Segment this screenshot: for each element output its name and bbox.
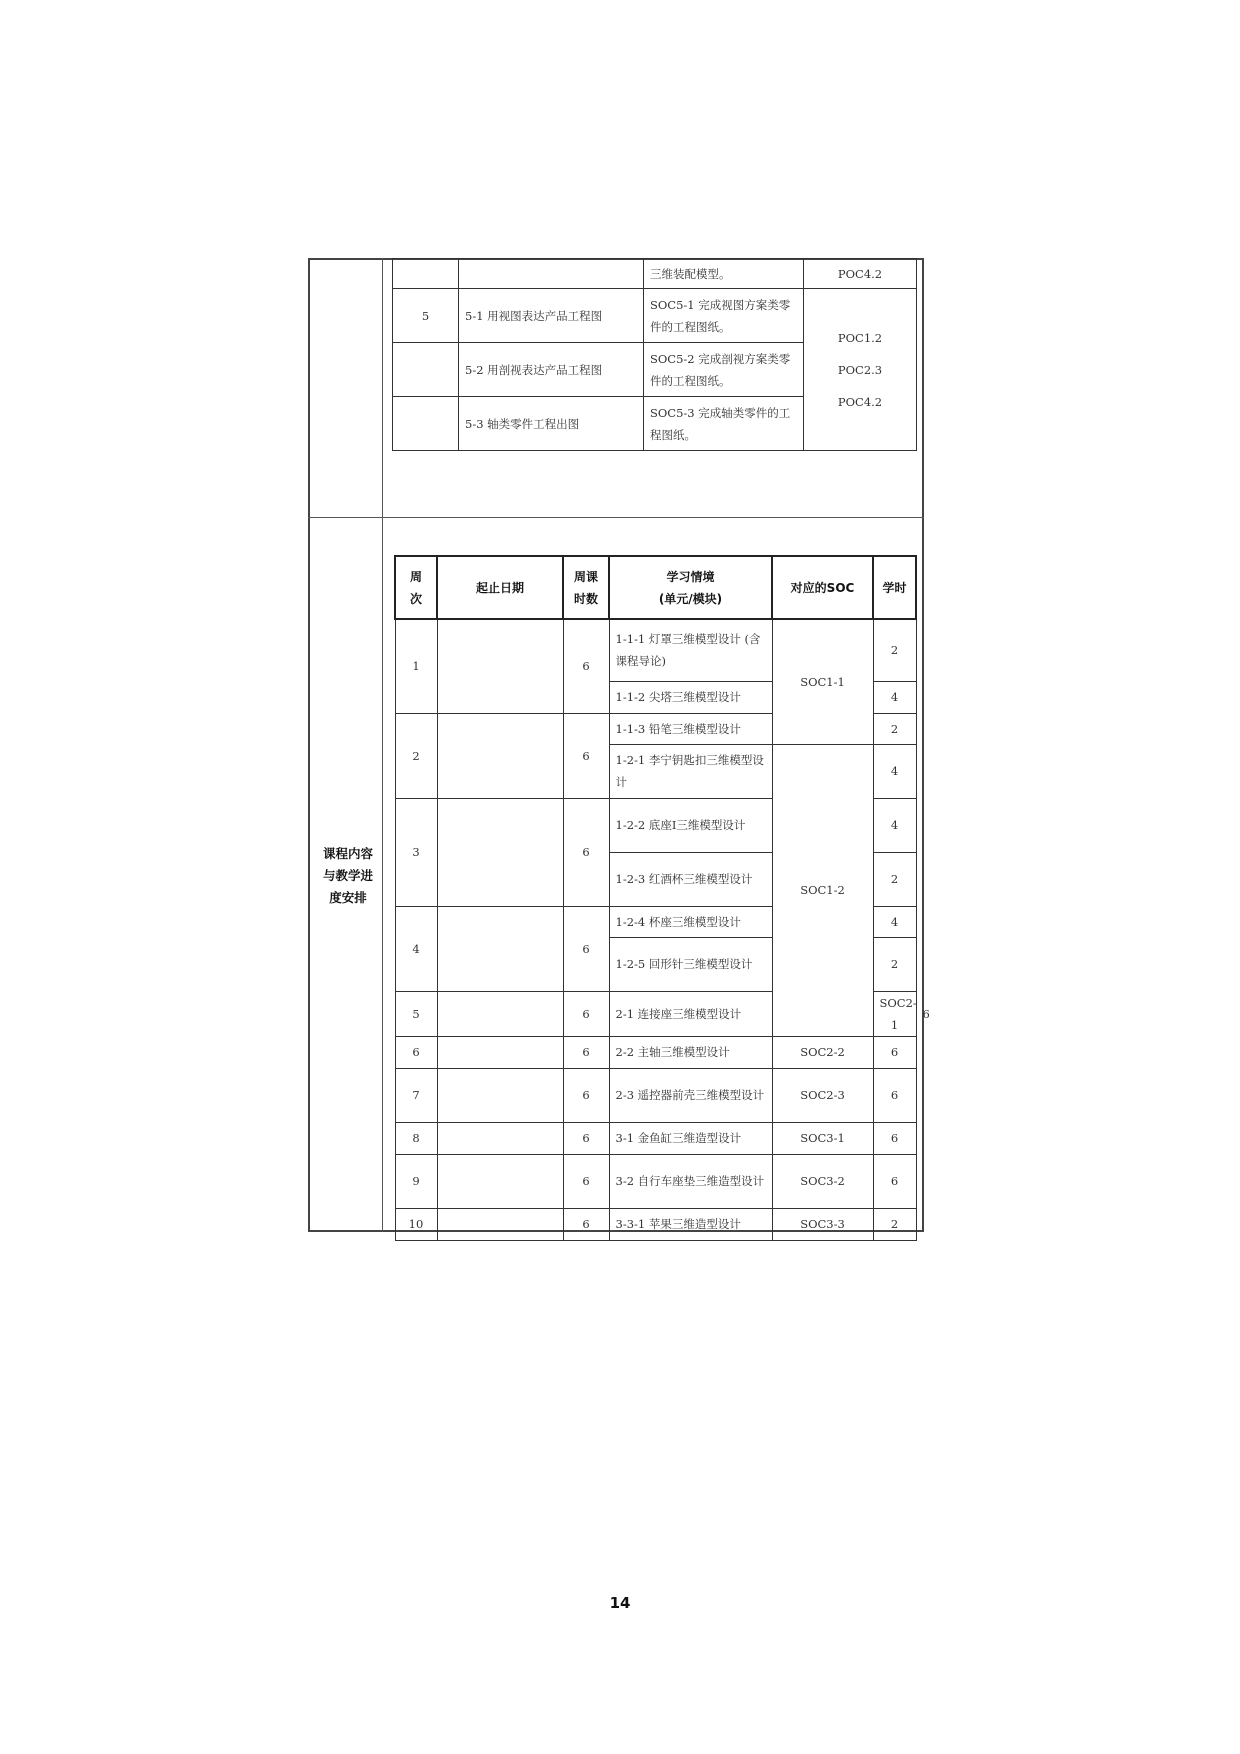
hours-cell: 4: [873, 798, 916, 852]
soc-cell: SOC2-2: [772, 1036, 873, 1068]
weekly-hours-cell: 6: [563, 1208, 609, 1240]
page-number: 14: [609, 1594, 631, 1612]
context-cell: 3-3-1 苹果三维造型设计: [609, 1208, 772, 1240]
context-cell: 1-2-3 红酒杯三维模型设计: [609, 852, 772, 906]
poc-merged-cell: [804, 289, 917, 451]
unit-cell: [459, 259, 644, 289]
soc-merged-cell: SOC1-1: [772, 619, 873, 744]
table-row: [395, 1154, 916, 1208]
poc-item: POC1.2: [837, 330, 883, 345]
week-cell: 9: [395, 1154, 437, 1208]
week-cell: 8: [395, 1122, 437, 1154]
table-row: [395, 1068, 916, 1122]
soc-cell: SOC5-1 完成视图方案类零件的工程图纸。: [644, 289, 804, 343]
weekly-hours-cell: 6: [563, 1122, 609, 1154]
dates-cell: [437, 1208, 563, 1240]
dates-cell: [437, 619, 563, 713]
dates-cell: [437, 906, 563, 991]
dates-cell: [437, 1068, 563, 1122]
weekly-hours-cell: 6: [563, 619, 609, 713]
weekly-hours-cell: 6: [563, 713, 609, 798]
outer-column-divider: [382, 258, 383, 1232]
hours-cell: 2: [873, 619, 916, 681]
weekly-hours-cell: 6: [563, 1068, 609, 1122]
table-row: [395, 1208, 916, 1240]
context-cell: 2-1 连接座三维模型设计: [609, 991, 772, 1036]
week-cell: 5: [395, 991, 437, 1036]
week-cell: 1: [395, 619, 437, 713]
dates-cell: [437, 713, 563, 798]
unit-cell: 5-1 用视图表达产品工程图: [459, 289, 644, 343]
table-row: [395, 1122, 916, 1154]
context-cell: 1-2-5 回形针三维模型设计: [609, 937, 772, 991]
unit-cell: 5-2 用剖视表达产品工程图: [459, 343, 644, 397]
weekly-hours-cell: 6: [563, 906, 609, 991]
context-cell: 1-1-3 铅笔三维模型设计: [609, 713, 772, 744]
context-cell: 1-1-2 尖塔三维模型设计: [609, 681, 772, 713]
header-dates: 起止日期: [437, 556, 563, 619]
soc-cell: SOC2-3: [772, 1068, 873, 1122]
dates-cell: [437, 1036, 563, 1068]
week-cell: [393, 397, 459, 451]
unit-cell: 5-3 轴类零件工程出图: [459, 397, 644, 451]
soc-cell: 三维装配模型。: [644, 259, 804, 289]
header-learning-context: 学习情境 (单元/模块): [609, 556, 772, 619]
hours-cell: 4: [873, 744, 916, 798]
soc-cell: SOC5-2 完成剖视方案类零件的工程图纸。: [644, 343, 804, 397]
soc-cell: SOC2-1: [873, 991, 916, 1036]
soc-cell: SOC3-3: [772, 1208, 873, 1240]
week-cell: [393, 343, 459, 397]
hours-cell: 6: [873, 1036, 916, 1068]
poc-item: POC4.2: [837, 394, 883, 409]
hours-cell: 2: [873, 937, 916, 991]
schedule-table: [394, 555, 930, 1241]
hours-cell: 6: [873, 1068, 916, 1122]
context-cell: 1-2-2 底座I三维模型设计: [609, 798, 772, 852]
header-weekly-hours: 周课 时数: [563, 556, 609, 619]
weekly-hours-cell: 6: [563, 798, 609, 906]
weekly-hours-cell: 6: [563, 1036, 609, 1068]
dates-cell: [437, 1122, 563, 1154]
hours-cell: 4: [873, 906, 916, 937]
soc-cell: SOC3-2: [772, 1154, 873, 1208]
outer-row-divider: [308, 517, 924, 518]
context-cell: 2-2 主轴三维模型设计: [609, 1036, 772, 1068]
table-row: [393, 289, 917, 343]
week-cell: 10: [395, 1208, 437, 1240]
week-cell: 2: [395, 713, 437, 798]
context-cell: 1-2-4 杯座三维模型设计: [609, 906, 772, 937]
weekly-hours-cell: 6: [563, 1154, 609, 1208]
week-cell: 4: [395, 906, 437, 991]
table-row: 5 6 2-1 连接座三维模型设计 SOC2-1 6: [395, 991, 916, 1036]
context-cell: 1-2-1 李宁钥匙扣三维模型设计: [609, 744, 772, 798]
hours-cell: 2: [873, 1208, 916, 1240]
soc-merged-cell: SOC1-2: [772, 744, 873, 1036]
poc-item: POC2.3: [837, 362, 883, 377]
context-cell: 3-2 自行车座垫三维造型设计: [609, 1154, 772, 1208]
header-hours: 学时: [873, 556, 916, 619]
header-week: 周 次: [395, 556, 437, 619]
context-cell: 2-3 遥控器前壳三维模型设计: [609, 1068, 772, 1122]
dates-cell: [437, 798, 563, 906]
table-header-row: [395, 556, 916, 619]
header-soc: 对应的SOC: [772, 556, 873, 619]
context-cell: 3-1 金鱼缸三维造型设计: [609, 1122, 772, 1154]
table-row: [393, 259, 917, 289]
section-label: 课程内容 与教学进 度安排: [322, 846, 373, 905]
table-row: [395, 619, 916, 681]
week-cell: 3: [395, 798, 437, 906]
week-cell: [393, 259, 459, 289]
week-cell: 6: [395, 1036, 437, 1068]
table-row: [395, 1036, 916, 1068]
soc-cell: SOC5-3 完成轴类零件的工程图纸。: [644, 397, 804, 451]
dates-cell: [437, 1154, 563, 1208]
dates-cell: [437, 991, 563, 1036]
week-cell: 7: [395, 1068, 437, 1122]
poc-cell: POC4.2: [804, 259, 917, 289]
soc-cell: SOC3-1: [772, 1122, 873, 1154]
hours-cell: 2: [873, 852, 916, 906]
hours-cell: 2: [873, 713, 916, 744]
weekly-hours-cell: 6: [563, 991, 609, 1036]
context-cell: 1-1-1 灯罩三维模型设计 (含课程导论): [609, 619, 772, 681]
hours-cell: 6: [873, 1154, 916, 1208]
hours-cell: 6: [873, 1122, 916, 1154]
hours-cell: 4: [873, 681, 916, 713]
upper-unit-table: [392, 258, 917, 451]
week-cell: 5: [393, 289, 459, 343]
